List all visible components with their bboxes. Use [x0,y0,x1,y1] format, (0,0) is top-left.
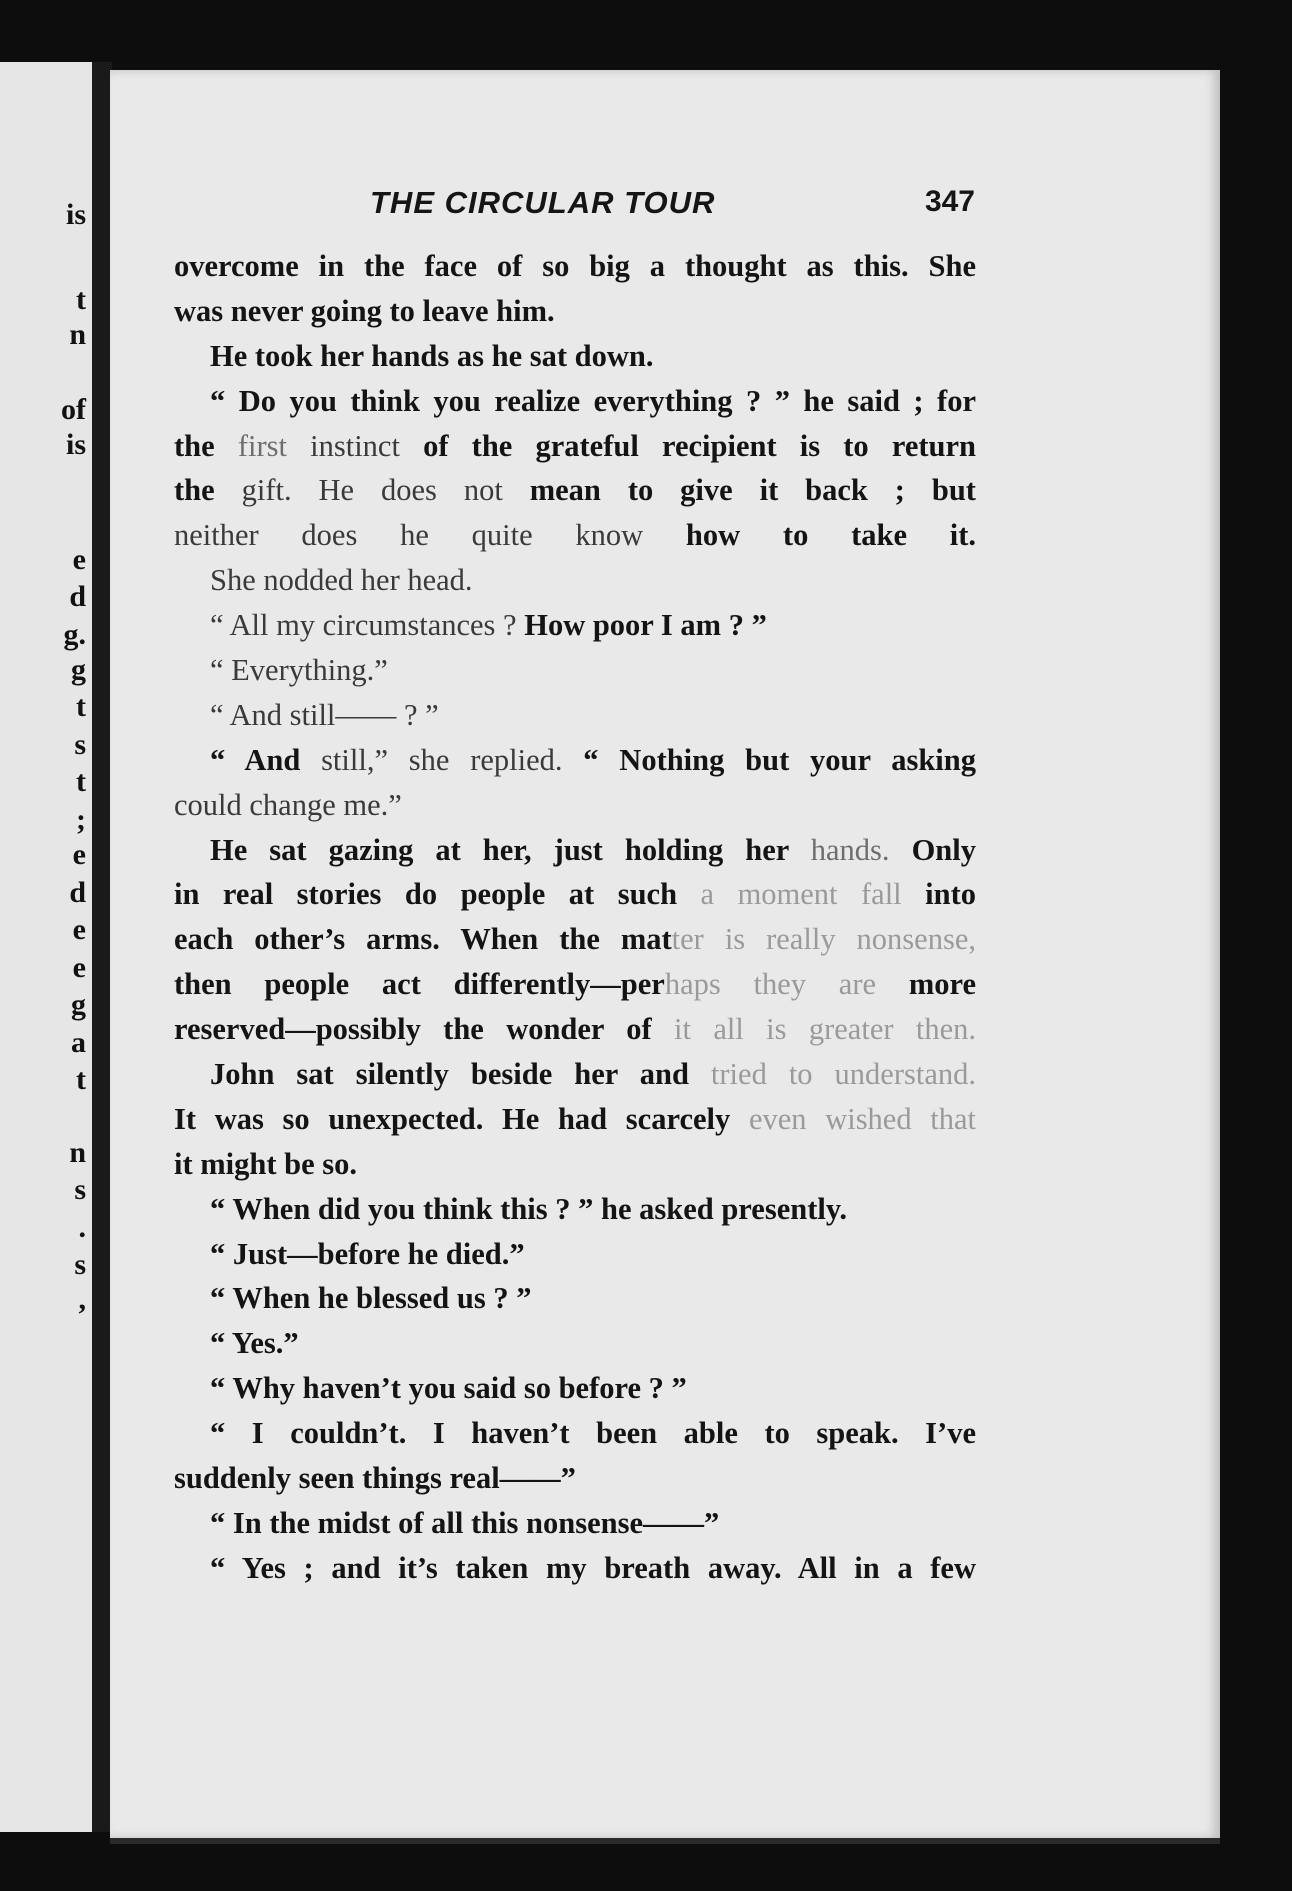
text-run: instinct [310,428,424,463]
text-line [174,828,976,873]
text-run: the [174,473,242,508]
text-run: “ When he blessed us ? ” [210,1281,532,1316]
text-line [174,783,976,828]
text-line [174,468,976,513]
text-run: “ Yes.” [210,1326,299,1361]
text-run: He took her hands as he sat down. [210,338,654,373]
facing-page-margin-text: a [71,1026,86,1059]
facing-page-margin-text: g [71,653,86,686]
text-run: “ All my circumstances ? [210,608,525,643]
text-run: “ And still—— ? ” [210,697,439,732]
facing-page-margin-text: ; [76,803,86,836]
text-run: “ In the midst of all this nonsense——” [210,1505,720,1540]
text-line [174,1052,976,1097]
text-line [174,1276,976,1321]
text-run: into [925,877,976,912]
text-run: then people act differently—per [174,967,665,1002]
text-line [174,872,976,917]
text-run: “ I couldn’t. I haven’t been able to speak. I’ve [210,1416,976,1451]
facing-page-margin-text: s [74,1248,86,1281]
text-run: ter is really nonsense, [671,922,976,957]
facing-page-margin-text: n [69,318,86,351]
text-run: a moment fall [700,877,926,912]
text-line [174,1232,976,1277]
text-run: gift. He does not [241,473,530,508]
facing-page-margin-text: , [78,1283,86,1316]
text-line [174,1546,976,1591]
facing-page-margin-text: e [72,951,86,984]
text-run: “ Do you think you realize everything ? ” he said ; for [210,383,976,418]
body-text [174,244,976,1591]
text-run: “ When did you think this ? ” he asked presently. [210,1191,848,1226]
text-run: could change me.” [174,787,402,822]
text-line [174,603,976,648]
running-title: THE CIRCULAR TOUR [370,185,716,220]
text-run: first [237,428,311,463]
text-line [174,1142,976,1187]
facing-page-margin-text: g [71,988,86,1021]
text-line [174,379,976,424]
text-line [174,513,976,558]
text-run: “ Why haven’t you said so before ? ” [210,1371,687,1406]
text-run: “ Nothing but your asking [583,742,976,777]
text-run: reserved—possibly the wonder of [174,1012,675,1047]
text-line [174,1501,976,1546]
text-run: How poor I am ? ” [524,608,767,643]
text-line [174,738,976,783]
text-run: “ Yes ; and it’s taken my breath away. All in a few [210,1550,976,1585]
text-line [174,558,976,603]
text-run: of the grateful recipient is to return [423,428,976,463]
text-run: how to take it. [685,518,976,553]
text-line [174,1321,976,1366]
text-line [174,917,976,962]
text-line [174,424,976,469]
facing-page-margin-text: s [74,728,86,761]
text-run: the [174,428,238,463]
text-run: “ Just—before he died.” [210,1236,525,1271]
text-run: tried to understand. [710,1057,976,1092]
text-run: neither does he quite know [174,518,686,553]
text-run: each other’s arms. When the mat [174,922,672,957]
text-line [174,1007,976,1052]
text-run: haps they are [664,967,909,1002]
facing-page-margin-text: n [69,1136,86,1169]
facing-page-margin-text: s [74,1173,86,1206]
text-line [174,289,976,334]
text-run: John sat silently beside her and [210,1057,711,1092]
text-line [174,1366,976,1411]
text-line [174,962,976,1007]
text-run: Only [911,832,976,867]
text-run: more [908,967,977,1002]
text-run: It was so unexpected. He had scarcely [174,1101,749,1136]
text-run: in real stories do people at such [174,877,701,912]
text-run: mean to give it back ; but [529,473,976,508]
facing-page-margin-text: of [61,393,86,426]
text-line [174,693,976,738]
facing-page-margin-text: e [72,543,86,576]
text-run: was never going to leave him. [174,293,555,328]
text-run: even wished that [748,1101,977,1136]
book-gutter [92,62,112,1832]
text-line [174,1097,976,1142]
text-line [174,1411,976,1456]
running-head [175,185,975,225]
text-run: hands. [810,832,912,867]
facing-page-margin-text: t [76,765,86,798]
facing-page-margin-text: t [76,283,86,316]
facing-page-margin-text: t [76,1063,86,1096]
facing-page-margin-text: is [65,428,86,461]
text-run: still,” she replied. [321,742,584,777]
facing-page-margin-text: d [69,876,86,909]
text-line [174,244,976,289]
facing-page-margin-text: d [69,580,86,613]
text-run: “ Everything.” [210,653,388,688]
facing-page-margin-text: t [76,690,86,723]
text-line [174,1456,976,1501]
text-run: suddenly seen things real——” [174,1461,576,1496]
facing-page-margin-text: is [65,198,86,231]
facing-page-margin-text: g. [63,618,86,651]
text-run: She nodded her head. [210,563,473,598]
text-run: “ And [210,742,322,777]
text-run: it might be so. [174,1146,357,1181]
page-number: 347 [924,185,975,218]
text-run: overcome in the face of so big a thought as this. She [174,249,976,283]
left-page-edge [0,62,94,1832]
facing-page-margin-text: . [78,1211,86,1244]
text-run: it all is greater then. [674,1012,976,1047]
text-run: He sat gazing at her, just holding her [210,832,811,867]
page-bottom-edge [110,1838,1220,1844]
text-line [174,334,976,379]
facing-page-margin-text: e [72,838,86,871]
facing-page-margin-text: e [72,913,86,946]
text-line [174,648,976,693]
text-line [174,1187,976,1232]
